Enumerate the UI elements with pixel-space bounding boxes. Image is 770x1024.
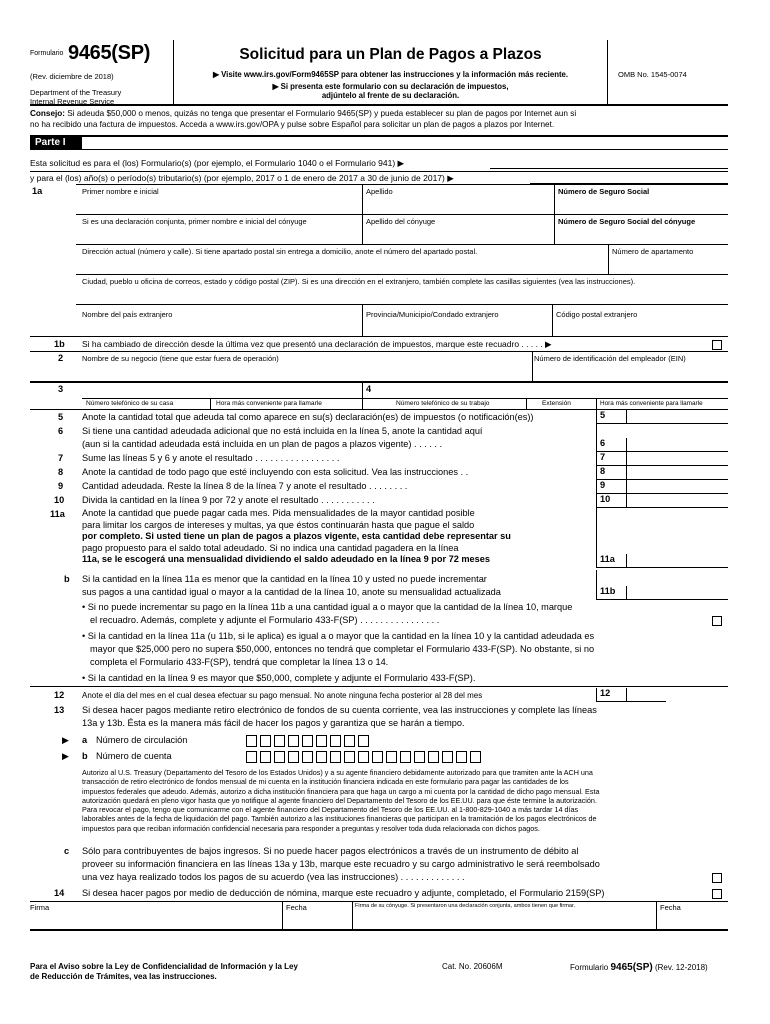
digit-cell[interactable] <box>442 751 453 763</box>
first-name-label: Primer nombre e inicial <box>82 187 159 196</box>
ach-authorization <box>82 768 728 833</box>
divider <box>30 336 728 337</box>
auth-line: impuestos para que reciban información confidencial necesaria para responder a preguntas y resolver toda duda relacionada con dichos pagos. <box>82 823 540 833</box>
form-page <box>30 40 728 990</box>
instructions-link: ▶ Visite www.irs.gov/Form9465SP para obtener las instrucciones y la información más reciente. <box>212 70 569 79</box>
business-name-label: Nombre de su negocio (tiene que estar fuera de operación) <box>82 354 279 363</box>
line-8-box: 8 <box>596 466 626 480</box>
line-10-text: Divida la cantidad en la línea 9 por 72 y anote el resultado . . . . . . . . . . . <box>82 495 375 505</box>
line-number: 13 <box>54 705 65 715</box>
digit-cell[interactable] <box>274 751 285 763</box>
line-14-text: Si desea hacer pagos por medio de deducción de nómina, marque este recuadro y adjunte, completado, el Formulario 2159(SP) <box>82 888 605 898</box>
spouse-date-label: Fecha <box>660 903 681 912</box>
digit-cell[interactable] <box>288 751 299 763</box>
divider <box>30 381 728 383</box>
divider <box>76 244 728 245</box>
line-6-text-2: (aun si la cantidad adeudada está incluida en un plan de pagos a plazos vigente) . . . . . . <box>82 439 443 449</box>
line-number: 11a <box>50 509 65 519</box>
line-9-amount[interactable] <box>626 480 728 494</box>
revision-date: (Rev. diciembre de 2018) <box>30 72 114 81</box>
spouse-name-label: Si es una declaración conjunta, primer nombre e inicial del cónyuge <box>82 217 307 226</box>
line-6-box: 6 <box>596 438 626 452</box>
line-11a-l1: Anote la cantidad que puede pagar cada mes. Pida mensualidades de la mayor cantidad posible <box>82 508 475 518</box>
line-5-amount[interactable] <box>626 410 728 424</box>
divider <box>656 901 657 929</box>
line-number: 14 <box>54 888 65 898</box>
spouse-last-name-label: Apellido del cónyuge <box>366 217 436 226</box>
auth-line: autorización quedará en pleno vigor hasta que yo notifique al agente financiero del Departamento del Tesoro de los EE.UU. para que éste termine la autorización. <box>82 795 597 805</box>
digit-cell[interactable] <box>358 751 369 763</box>
apartment-label: Número de apartamento <box>612 247 694 256</box>
line-13a-label: a <box>82 735 88 745</box>
divider <box>76 184 728 185</box>
line-5-text: Anote la cantidad total que adeuda tal como aparece en su(s) declaración(es) de impuestos (o notificación(es)) <box>82 412 534 422</box>
digit-cell[interactable] <box>330 751 341 763</box>
line-11a-box: 11a <box>596 554 626 568</box>
form-id-block <box>30 40 174 106</box>
divider <box>596 424 597 438</box>
digit-cell[interactable] <box>372 751 383 763</box>
digit-cell[interactable] <box>316 735 327 747</box>
divider <box>362 381 363 409</box>
digit-cell[interactable] <box>330 735 341 747</box>
line-11a-l5: 11a, se le escogerá una mensualidad dividiendo el saldo adeudado en la línea 9 por 72 meses <box>82 554 490 564</box>
line-6-amount[interactable] <box>626 438 728 452</box>
city-label: Ciudad, pueblo u oficina de correos, estado y código postal (ZIP). Si es una dirección en el extranjero, también complete las casillas siguientes (vea las instrucciones). <box>82 277 636 286</box>
line-11a-l3: por completo. Si usted tiene un plan de pagos a plazos vigente, esta cantidad debe representar su <box>82 531 511 541</box>
divider <box>362 184 363 214</box>
divider <box>76 274 728 275</box>
forms-input-line[interactable] <box>490 168 728 169</box>
line-8-text: Anote la cantidad de todo pago que esté incluyendo con esta solicitud. Vea las instrucciones . . <box>82 467 469 477</box>
divider <box>532 351 533 381</box>
signature-label: Firma <box>30 903 50 912</box>
digit-cell[interactable] <box>344 751 355 763</box>
divider <box>362 214 363 244</box>
line-11a-l2: para limitar los cargos de intereses y multas, ya que éstos continuarán hasta que pague el saldo <box>82 519 475 530</box>
digit-cell[interactable] <box>302 735 313 747</box>
line-number: 9 <box>58 481 64 491</box>
divider <box>82 398 728 399</box>
tip-label: Consejo: <box>30 109 66 118</box>
line-11b-amount[interactable] <box>626 586 728 600</box>
auth-line: Autorizo al U.S. Treasury (Departamento del Tesoro de los Estados Unidos) y a su agente financiero debidamente autorizado para que tramiten ante la ACH una <box>82 768 593 777</box>
divider <box>76 304 728 305</box>
line-8-amount[interactable] <box>626 466 728 480</box>
line-11a-amount[interactable] <box>626 554 728 568</box>
divider <box>76 214 728 215</box>
digit-cell[interactable] <box>414 751 425 763</box>
line-11b-l2: sus pagos a una cantidad igual o mayor a la cantidad de la línea 10, anote su mensualidad actualizada <box>82 587 501 597</box>
arrow-icon: ▶ <box>62 735 70 745</box>
title-block <box>174 40 608 106</box>
divider <box>30 686 728 687</box>
digit-cell[interactable] <box>274 735 285 747</box>
line-number: 12 <box>54 690 65 700</box>
divider <box>552 304 553 336</box>
line-7-amount[interactable] <box>626 452 728 466</box>
auth-line: transacción de retiro electrónico de fondos mensual de mi cuenta en la institución financiera indicada en este formulario para pagar las cantidades de los <box>82 777 569 787</box>
footer-form-id <box>570 962 708 973</box>
line-number: 7 <box>58 453 64 463</box>
omb-block <box>608 40 728 106</box>
line-5-box: 5 <box>596 410 626 424</box>
line-7-box: 7 <box>596 452 626 466</box>
divider <box>596 570 597 586</box>
intro-years: y para el (los) año(s) o período(s) tributario(s) (por ejemplo, 2017 o 1 de enero de 2017 a 30 de junio de 2017) ▶ <box>30 173 454 183</box>
line-7-text: Sume las líneas 5 y 6 y anote el resultado . . . . . . . . . . . . . . . . . <box>82 453 340 463</box>
line-number: 1b <box>54 339 65 349</box>
line-12-box: 12 <box>596 688 626 702</box>
line-11b-l1: Si la cantidad en la línea 11a es menor que la cantidad en la línea 10 y usted no puede incrementar <box>82 574 487 584</box>
line-11b-bullet-2a: • Si la cantidad en la línea 11a (u 11b, si le aplica) es igual a o mayor que la cantidad en la línea 10 y la cantidad adeudada es <box>82 631 595 641</box>
digit-cell[interactable] <box>470 751 481 763</box>
digit-cell[interactable] <box>358 735 369 747</box>
line-10-box: 10 <box>596 494 626 508</box>
divider <box>608 244 609 274</box>
line-11b-box: 11b <box>596 586 626 600</box>
divider <box>526 398 527 409</box>
arrow-icon: ▶ <box>62 751 70 761</box>
digit-cell[interactable] <box>246 735 257 747</box>
line-10-amount[interactable] <box>626 494 728 508</box>
spouse-ssn-label: Número de Seguro Social del cónyuge <box>558 217 696 226</box>
digit-cell[interactable] <box>386 751 397 763</box>
extension-label: Extensión <box>542 400 571 407</box>
line-11b-bullet-2b: mayor que $25,000 pero no supera $50,000, entonces no tendrá que completar el Formulario 433-F(SP). No obstante, si no <box>90 644 595 654</box>
date-label: Fecha <box>286 903 307 912</box>
form-header <box>30 40 728 106</box>
department-name: Department of the Treasury <box>30 88 122 97</box>
privacy-line-1: Para el Aviso sobre la Ley de Confidencialidad de Información y la Ley <box>30 962 298 971</box>
tip-line-1: Si adeuda $50,000 o menos, quizás no tenga que presentar el Formulario 9465(SP) y pueda establecer su plan de pagos por Internet aun si <box>65 109 577 118</box>
auth-line: impuestos federales que adeudo. Además, autorizo a dicha institución financiera para que haga un cargo a mi cuenta por la cantidad de dicho pago mensual. Esta <box>82 786 600 796</box>
divider <box>554 214 555 244</box>
best-time-label: Hora más conveniente para llamarle <box>216 400 322 407</box>
ssn-label: Número de Seguro Social <box>558 187 650 196</box>
best-time-work-label: Hora más conveniente para llamarle <box>600 400 703 407</box>
form-433f-checkbox[interactable] <box>712 616 722 626</box>
line-13c-label: c <box>64 846 70 856</box>
line-number: 4 <box>366 384 372 394</box>
divider <box>210 398 211 409</box>
divider <box>30 929 728 931</box>
line-number: 2 <box>58 353 64 363</box>
line-6-text: Si tiene una cantidad adeudada adicional que no está incluida en la línea 5, anote la cantidad aquí <box>82 426 483 436</box>
divider <box>30 901 728 902</box>
tip-line-2: no ha recibido una factura de impuestos. Acceda a www.irs.gov/OPA y pulse sobre Español para solicitar un plan de pagos a plazos por Internet. <box>30 120 555 129</box>
digit-cell[interactable] <box>260 751 271 763</box>
account-number-label: Número de cuenta <box>96 751 172 761</box>
line-12-day[interactable] <box>626 688 666 702</box>
irs-name: Internal Revenue Service <box>30 97 115 106</box>
divider <box>282 901 283 929</box>
form-title: Solicitud para un Plan de Pagos a Plazos <box>239 46 542 63</box>
address-change-checkbox[interactable] <box>712 340 722 350</box>
line-13c-l2: proveer su información financiera en las líneas 13a y 13b, marque este recuadro y su cargo administrativo le será reembolsado <box>82 859 600 869</box>
part-header <box>30 135 728 150</box>
digit-cell[interactable] <box>400 751 411 763</box>
catalog-number: Cat. No. 20606M <box>442 962 503 971</box>
divider <box>352 901 353 929</box>
country-label: Nombre del país extranjero <box>82 310 173 319</box>
digit-cell[interactable] <box>302 751 313 763</box>
line-11a-l4: pago propuesto para el saldo total adeudado. Si no indica una cantidad pagadera en la línea <box>82 542 459 553</box>
low-income-checkbox[interactable] <box>712 873 722 883</box>
line-11a-text <box>82 508 596 566</box>
digit-cell[interactable] <box>288 735 299 747</box>
line-12-text: Anote el día del mes en el cual desea efectuar su pago mensual. No anote ninguna fecha posterior al 28 del mes <box>82 691 483 700</box>
line-number: 8 <box>58 467 64 477</box>
privacy-notice <box>30 962 298 982</box>
line-11b-bullet-2c: completa el Formulario 433-F(SP), tendrá que completar la línea 13 o 14. <box>90 657 389 667</box>
line-13b-label: b <box>82 751 88 761</box>
attach-note-2: adjúntelo al frente de su declaración. <box>321 91 460 100</box>
privacy-line-2: de Reducción de Trámites, vea las instrucciones. <box>30 972 217 981</box>
line-9-box: 9 <box>596 480 626 494</box>
footer-form-label: Formulario <box>570 963 609 972</box>
line-11b-bullet-1a: • Si no puede incrementar su pago en la línea 11b a una cantidad igual a o mayor que la cantidad de la línea 10, marque <box>82 602 573 612</box>
line-13c-l3: una vez haya realizado todos los pagos de su acuerdo (vea las instrucciones) . . . . . . . . . . . . . <box>82 872 465 882</box>
routing-number-label: Número de circulación <box>96 735 188 745</box>
auth-line: laborables antes de la fecha de liquidación del pago. También autorizo a las instituciones financieras que participan en la tramitación de los pagos electrónicos de <box>82 814 597 824</box>
spouse-signature-label: Firma de su cónyuge. Si presentaron una declaración conjunta, ambos tienen que firmar. <box>355 903 576 909</box>
form-label: Formulario <box>30 50 64 57</box>
line-number: 6 <box>58 426 64 436</box>
line-13-l2: 13a y 13b. Ésta es la manera más fácil de hacer los pagos y garantiza que se harán a tiempo. <box>82 718 465 728</box>
auth-line: Para revocar el pago, tengo que comunicarme con el agente financiero del Departamento del Tesoro de los EE.UU. al 1-800-829-1040 a más tardar 14 días <box>82 805 579 815</box>
payroll-deduction-checkbox[interactable] <box>712 889 722 899</box>
line-13c-l1: Sólo para contribuyentes de bajos ingresos. Si no puede hacer pagos electrónicos a través de un instrumento de débito al <box>82 846 579 856</box>
ein-label: Número de identificación del empleador (EIN) <box>534 354 686 363</box>
line-number: 3 <box>58 384 64 394</box>
digit-cell[interactable] <box>316 751 327 763</box>
form-number: 9465(SP) <box>68 42 151 64</box>
divider <box>362 304 363 336</box>
line-number: 1a <box>32 186 43 196</box>
footer-form-number: 9465(SP) <box>610 962 653 973</box>
digit-cell[interactable] <box>456 751 467 763</box>
province-label: Provincia/Municipio/Condado extranjero <box>366 310 499 319</box>
line-9-text: Cantidad adeudada. Reste la línea 8 de la línea 7 y anote el resultado . . . . . . . . <box>82 481 408 491</box>
omb-number: OMB No. 1545-0074 <box>618 70 687 79</box>
work-phone-label: Número telefónico de su trabajo <box>396 400 490 407</box>
postal-code-label: Código postal extranjero <box>556 310 638 319</box>
divider <box>554 184 555 214</box>
intro-forms: Esta solicitud es para el (los) Formulario(s) (por ejemplo, el Formulario 1040 o el Formulario 941) ▶ <box>30 158 405 168</box>
digit-cell[interactable] <box>260 735 271 747</box>
digit-cell[interactable] <box>246 751 257 763</box>
home-phone-label: Número telefónico de su casa <box>86 400 174 407</box>
divider <box>596 508 597 554</box>
attach-note-1: ▶ Si presenta este formulario con su declaración de impuestos, <box>272 82 509 91</box>
last-name-label: Apellido <box>366 187 393 196</box>
address-label: Dirección actual (número y calle). Si tiene apartado postal sin entrega a domicilio, anote el número del apartado postal. <box>82 247 478 256</box>
tip <box>30 108 728 130</box>
line-11b-bullet-1b: el recuadro. Además, complete y adjunte el Formulario 433-F(SP) . . . . . . . . . . . . . . . . <box>90 615 440 625</box>
digit-cell[interactable] <box>428 751 439 763</box>
divider <box>30 351 728 352</box>
line-number: b <box>64 574 70 584</box>
address-change-text: Si ha cambiado de dirección desde la última vez que presentó una declaración de impuestos, marque este recuadro . . . . . ▶ <box>82 339 552 349</box>
digit-cell[interactable] <box>344 735 355 747</box>
line-13-l1: Si desea hacer pagos mediante retiro electrónico de fondos de su cuenta corriente, vea las instrucciones y complete las líneas <box>82 705 597 715</box>
line-number: 10 <box>54 495 65 505</box>
footer-revision: (Rev. 12-2018) <box>654 963 708 972</box>
part-label: Parte I <box>30 137 82 149</box>
divider <box>596 398 597 409</box>
department <box>30 88 172 106</box>
line-number: 5 <box>58 412 64 422</box>
line-11b-bullet-3: • Si la cantidad en la línea 9 es mayor que $50,000, complete y adjunte el Formulario 433-F(SP). <box>82 673 476 683</box>
divider <box>30 171 728 172</box>
